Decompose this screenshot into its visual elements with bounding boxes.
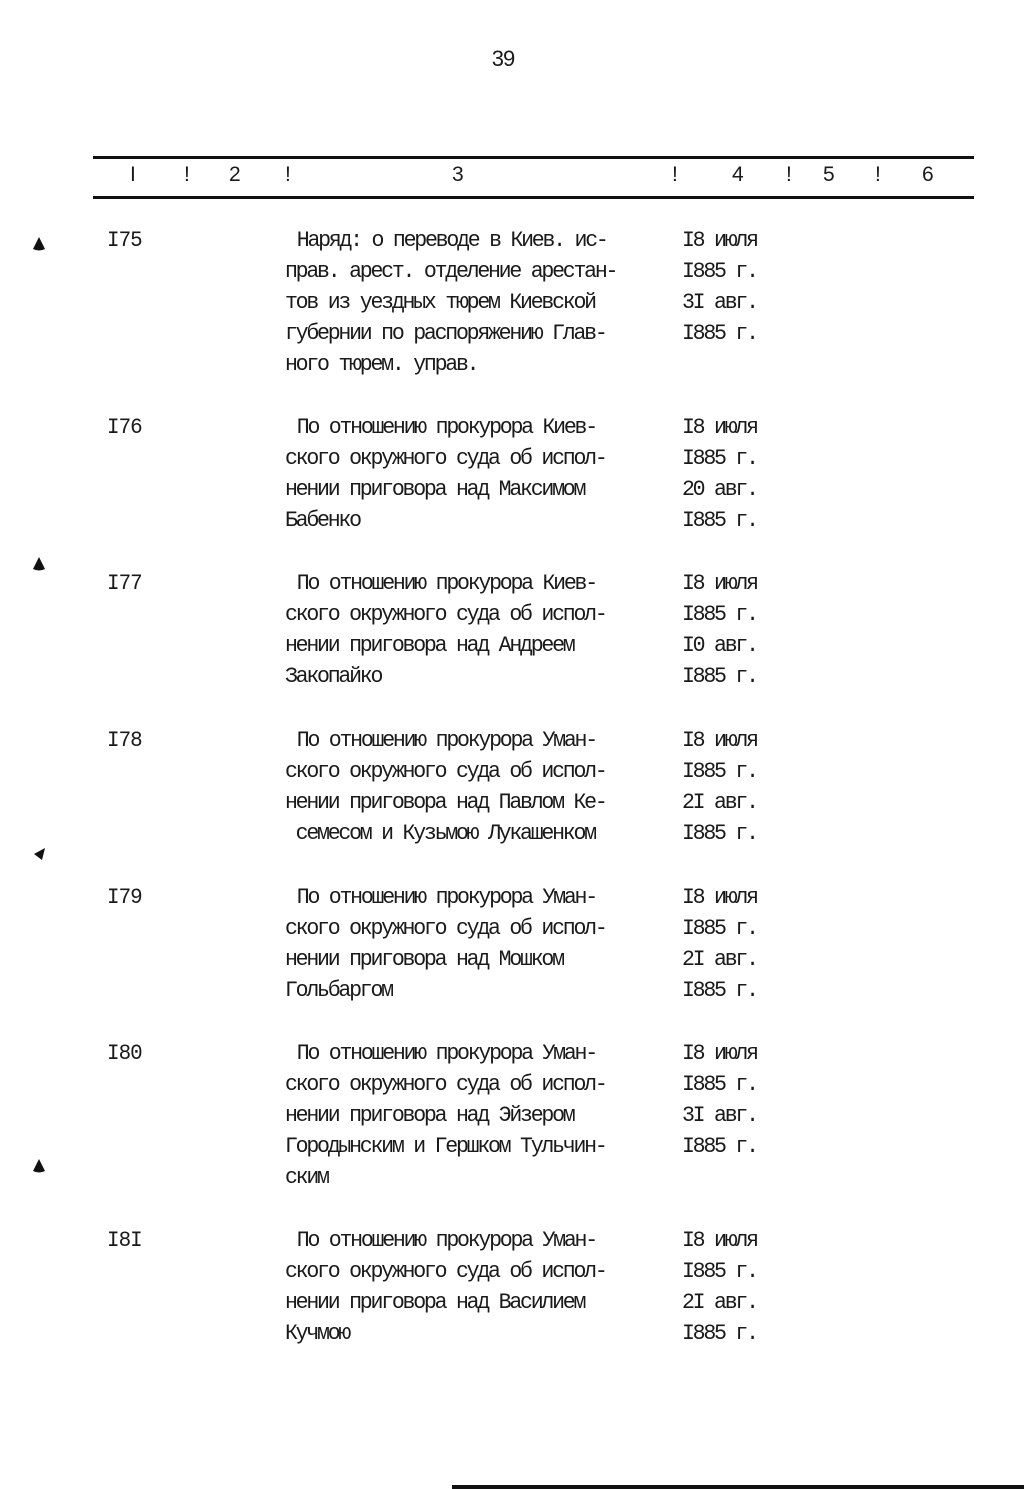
- entry-number: I78: [107, 728, 142, 753]
- description-line: нении приговора над Павлом Ке-: [285, 790, 606, 815]
- column-header-row: [0, 163, 1024, 191]
- description-line: Городынским и Гершком Тульчин-: [285, 1134, 606, 1159]
- description-line: семесом и Кузьмою Лукашенком: [285, 821, 595, 846]
- description-line: нении приговора над Василием: [285, 1290, 585, 1315]
- date-day-month: 3I авг.: [682, 290, 757, 315]
- description-line: ского окружного суда об испол-: [285, 1072, 606, 1097]
- date-day-month: I8 июля: [682, 1041, 757, 1066]
- date-day-month: 20 авг.: [682, 477, 757, 502]
- description-line: нении приговора над Максимом: [285, 477, 585, 502]
- date-year: I885 г.: [682, 1072, 757, 1097]
- description-line: губернии по распоряжению Глав-: [285, 321, 606, 346]
- entry-dates: [682, 882, 758, 1006]
- entry-description: [285, 568, 612, 692]
- date-day-month: I8 июля: [682, 571, 757, 596]
- column-separator: !: [285, 163, 291, 186]
- date-day-month: I8 июля: [682, 885, 757, 910]
- punch-hole-icon: [32, 846, 46, 862]
- entry-description: [285, 1225, 612, 1349]
- entry-dates: [682, 1038, 758, 1162]
- date-day-month: 2I авг.: [682, 947, 757, 972]
- description-line: нении приговора над Андреем: [285, 633, 574, 658]
- date-day-month: 3I авг.: [682, 1103, 757, 1128]
- description-line: ского окружного суда об испол-: [285, 602, 606, 627]
- date-year: I885 г.: [682, 602, 757, 627]
- description-line: тов из уездных тюрем Киевской: [285, 290, 595, 315]
- date-year: I885 г.: [682, 446, 757, 471]
- entry-description: [285, 1038, 612, 1193]
- description-line: По отношению прокурора Уман-: [296, 885, 596, 910]
- description-line: ского окружного суда об испол-: [285, 446, 606, 471]
- description-line: Наряд: о переводе в Киев. ис-: [296, 228, 607, 253]
- description-line: По отношению прокурора Киев-: [296, 415, 596, 440]
- date-year: I885 г.: [682, 321, 757, 346]
- description-line: По отношению прокурора Уман-: [296, 1041, 596, 1066]
- date-year: I885 г.: [682, 821, 757, 846]
- description-line: прав. арест. отделение арестан-: [285, 259, 617, 284]
- entry-description: [285, 412, 612, 536]
- date-year: I885 г.: [682, 1259, 757, 1284]
- column-header-3: 3: [452, 163, 464, 186]
- entry-number: I77: [107, 571, 142, 596]
- date-year: I885 г.: [682, 1134, 757, 1159]
- description-line: По отношению прокурора Уман-: [296, 1228, 596, 1253]
- header-bottom-rule: [93, 196, 974, 199]
- date-day-month: 2I авг.: [682, 790, 757, 815]
- entry-dates: [682, 725, 758, 849]
- date-day-month: I0 авг.: [682, 633, 757, 658]
- punch-hole-icon: [32, 1158, 46, 1174]
- description-line: нении приговора над Мошком: [285, 947, 563, 972]
- entry-dates: [682, 412, 758, 536]
- description-line: Кучмою: [285, 1321, 350, 1346]
- entry-number: I79: [107, 885, 142, 910]
- page-number: 39: [491, 46, 515, 71]
- entry-number: I76: [107, 415, 142, 440]
- description-line: ского окружного суда об испол-: [285, 1259, 606, 1284]
- column-header-6: 6: [922, 163, 934, 186]
- column-separator: !: [875, 163, 881, 186]
- description-line: ского окружного суда об испол-: [285, 759, 606, 784]
- column-separator: !: [786, 163, 792, 186]
- entry-number: I8I: [107, 1228, 142, 1253]
- description-line: ного тюрем. управ.: [285, 352, 478, 377]
- description-line: нении приговора над Эйзером: [285, 1103, 574, 1128]
- date-year: I885 г.: [682, 1321, 757, 1346]
- date-year: I885 г.: [682, 916, 757, 941]
- date-day-month: I8 июля: [682, 728, 757, 753]
- description-line: По отношению прокурора Уман-: [296, 728, 596, 753]
- column-separator: !: [672, 163, 678, 186]
- entry-description: [285, 725, 612, 849]
- date-day-month: 2I авг.: [682, 1290, 757, 1315]
- description-line: ским: [285, 1165, 328, 1190]
- date-year: I885 г.: [682, 664, 757, 689]
- description-line: Закопайко: [285, 664, 382, 689]
- date-year: I885 г.: [682, 759, 757, 784]
- column-header-2: 2: [229, 163, 241, 186]
- entry-number: I75: [107, 228, 142, 253]
- entry-dates: [682, 225, 758, 349]
- entry-dates: [682, 568, 758, 692]
- description-line: ского окружного суда об испол-: [285, 916, 606, 941]
- description-line: Гольбаргом: [285, 978, 392, 1003]
- entry-number: I80: [107, 1041, 142, 1066]
- header-top-rule: [93, 156, 974, 159]
- entry-description: [285, 225, 623, 380]
- column-header-5: 5: [823, 163, 835, 186]
- page-bottom-rule: [452, 1485, 1024, 1489]
- punch-hole-icon: [32, 556, 46, 572]
- column-separator: !: [184, 163, 190, 186]
- date-day-month: I8 июля: [682, 1228, 757, 1253]
- entry-dates: [682, 1225, 758, 1349]
- date-year: I885 г.: [682, 259, 757, 284]
- date-day-month: I8 июля: [682, 228, 757, 253]
- description-line: Бабенко: [285, 508, 360, 533]
- punch-hole-icon: [32, 236, 46, 252]
- entry-description: [285, 882, 612, 1006]
- date-year: I885 г.: [682, 978, 757, 1003]
- date-year: I885 г.: [682, 508, 757, 533]
- date-day-month: I8 июля: [682, 415, 757, 440]
- description-line: По отношению прокурора Киев-: [296, 571, 596, 596]
- column-header-4: 4: [732, 163, 744, 186]
- column-header-1: I: [130, 163, 136, 186]
